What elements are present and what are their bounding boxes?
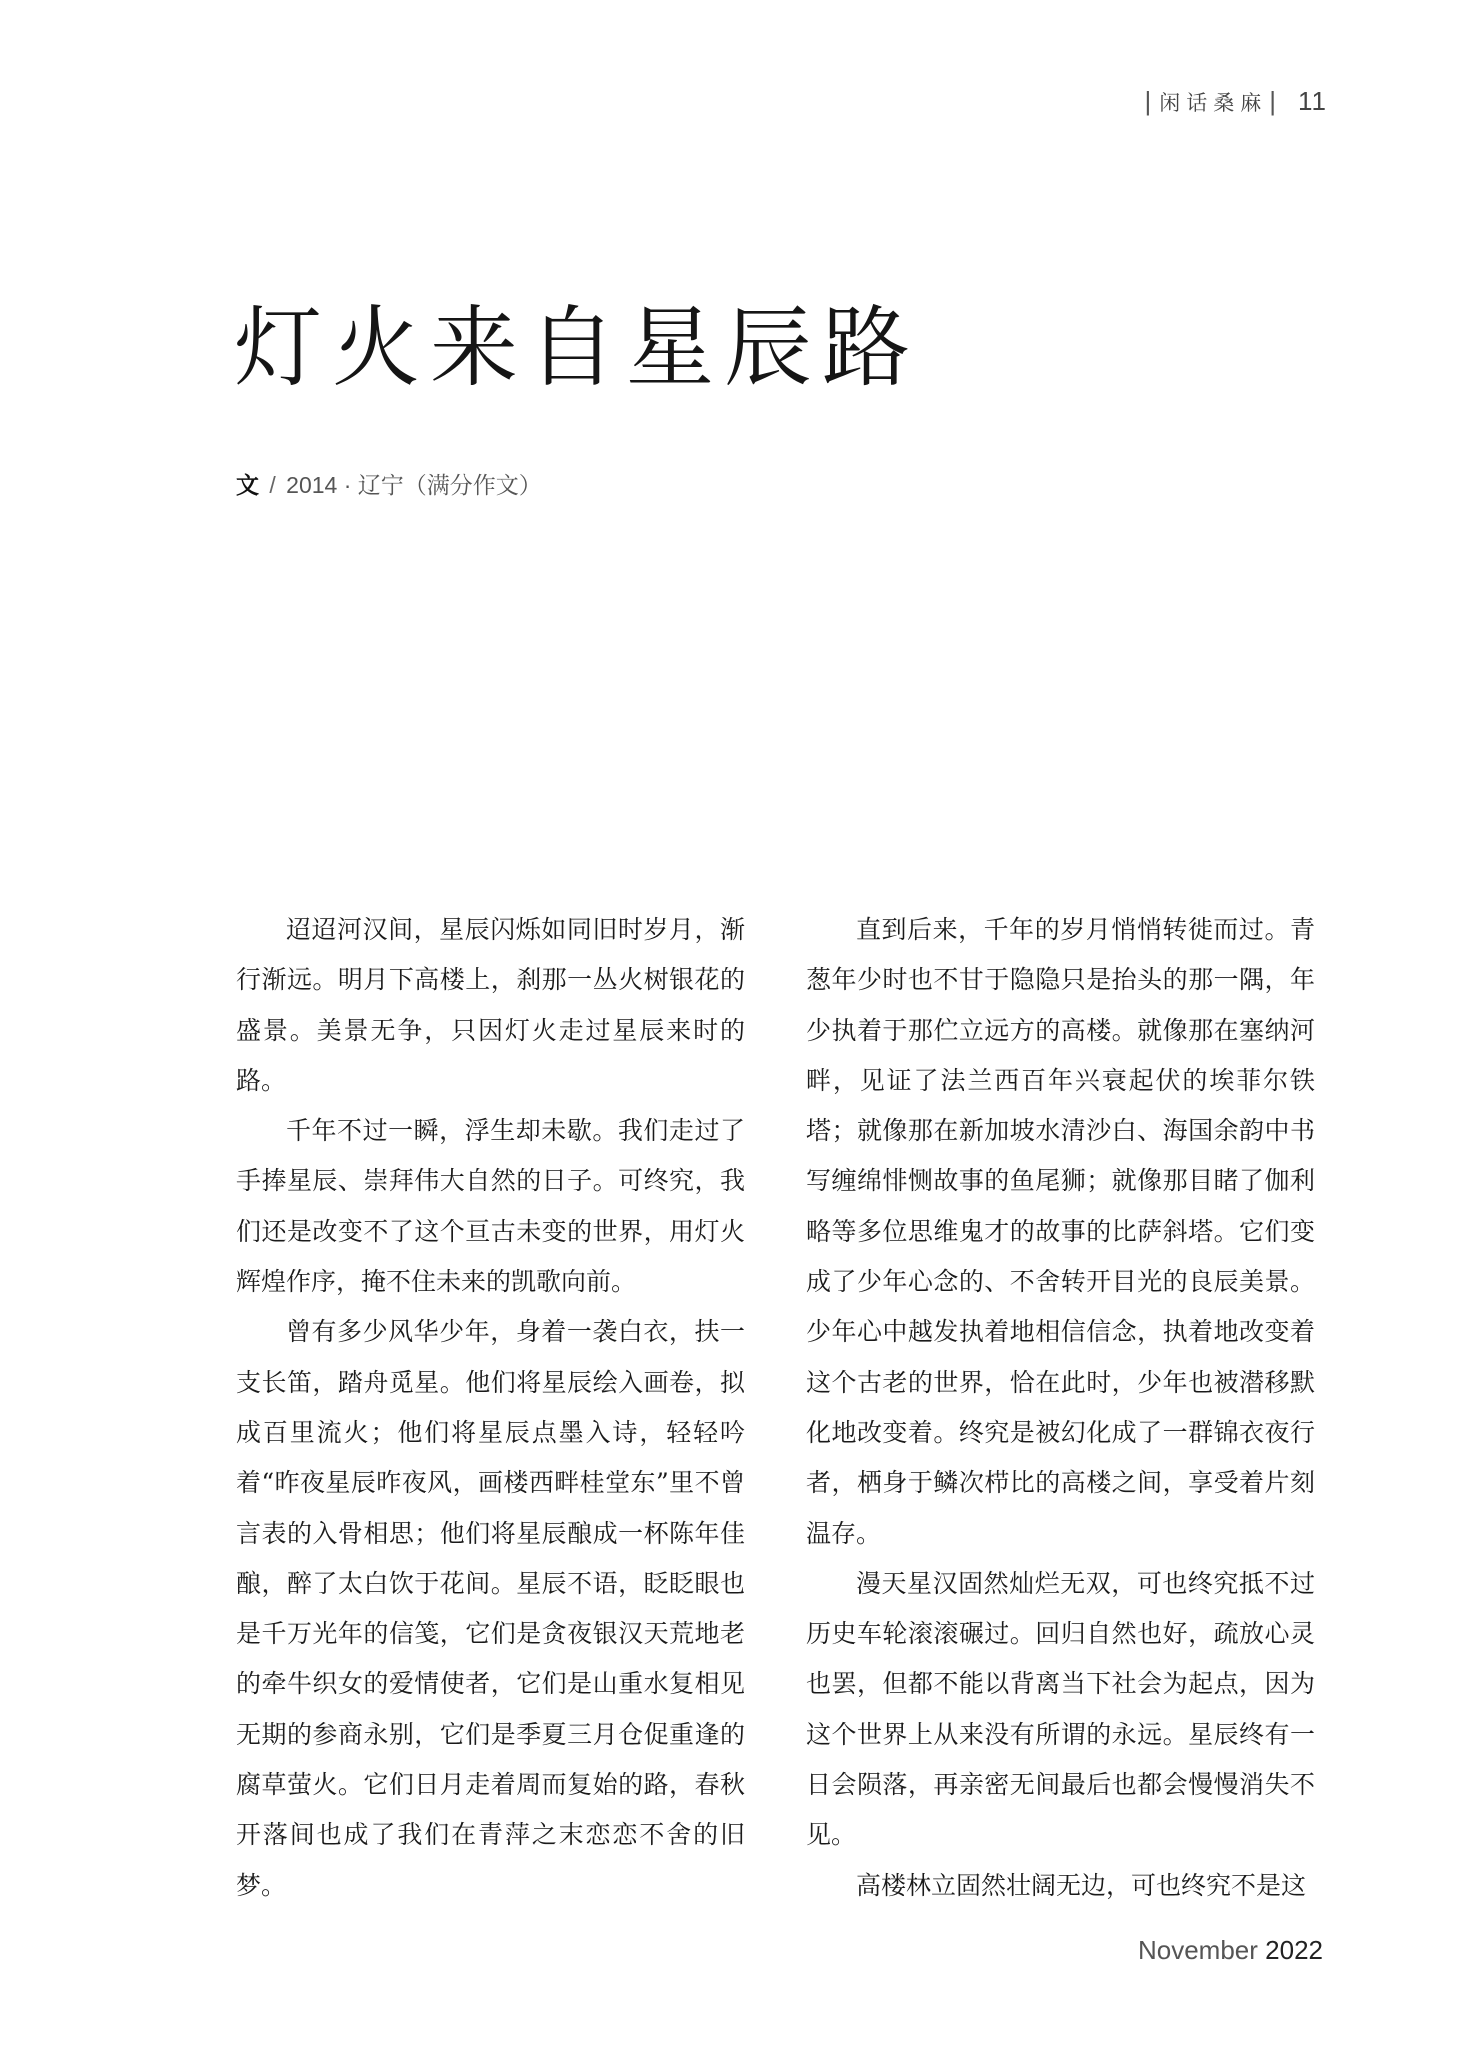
paragraph: 直到后来，千年的岁月悄悄转徙而过。青葱年少时也不甘于隐隐只是抬头的那一隅，年少执着于那伫立远方的高楼。就像那在塞纳河畔，见证了法兰西百年兴衰起伏的埃菲尔铁塔；就像那在新加坡水清沙白、海国余韵中书写缠绵悱恻故事的鱼尾狮；就像那目睹了伽利略等多位思维鬼才的故事的比萨斜塔。它们变成了少年心念的、不舍转开目光的良辰美景。少年心中越发执着地相信信念，执着地改变着这个古老的世界，恰在此时，少年也被潜移默化地改变着。终究是被幻化成了一群锦衣夜行者，栖身于鳞次栉比的高楼之间，享受着片刻温存。: [806, 915, 1315, 1548]
right-column: [806, 905, 1315, 1911]
byline: [236, 467, 542, 500]
paragraph: 迢迢河汉间，星辰闪烁如同旧时岁月，渐行渐远。明月下高楼上，刹那一丛火树银花的盛景。美景无争，只因灯火走过星辰来时的路。: [236, 915, 745, 1095]
page-number: 11: [1298, 86, 1327, 116]
paragraph: 高楼林立固然壮阔无边，可也终究不是这: [856, 1870, 1307, 1900]
header-divider-left: |: [1144, 86, 1152, 116]
left-column: [236, 905, 745, 1911]
section-name: 闲话桑麻: [1159, 91, 1268, 115]
issue-year: 2022: [1265, 1935, 1323, 1965]
byline-label: 文: [236, 472, 259, 498]
paragraph: 漫天星汉固然灿烂无双，可也终究抵不过历史车轮滚滚碾过。回归自然也好，疏放心灵也罢，但都不能以背离当下社会为起点，因为这个世界上从来没有所谓的永远。星辰终有一日会陨落，再亲密无间最后也都会慢慢消失不见。: [806, 1568, 1315, 1850]
paragraph: 千年不过一瞬，浮生却未歇。我们走过了手捧星辰、崇拜伟大自然的日子。可终究，我们还是改变不了这个亘古未变的世界，用灯火辉煌作序，掩不住未来的凯歌向前。: [236, 1116, 745, 1297]
issue-date: [1138, 1935, 1323, 1966]
issue-month: November: [1137, 1935, 1258, 1965]
byline-source: 2014 · 辽宁（满分作文）: [286, 472, 542, 498]
paragraph: 曾有多少风华少年，身着一袭白衣，扶一支长笛，踏舟觅星。他们将星辰绘入画卷，拟成百里流火；他们将星辰点墨入诗，轻轻吟着“昨夜星辰昨夜风，画楼西畔桂堂东”里不曾言表的入骨相思；他们将星辰酿成一杯陈年佳酿，醉了太白饮于花间。星辰不语，眨眨眼也是千万光年的信笺，它们是贪夜银汉天荒地老的牵牛织女的爱情使者，它们是山重水复相见无期的参商永别，它们是季夏三月仓促重逢的腐草萤火。它们日月走着周而复始的路，春秋开落间也成了我们在青萍之末恋恋不舍的旧梦。: [236, 1317, 745, 1900]
article-title: 灯火来自星辰路: [234, 296, 921, 399]
header-divider-right: |: [1269, 86, 1276, 116]
running-header: [1144, 86, 1327, 117]
byline-separator: /: [269, 472, 276, 498]
